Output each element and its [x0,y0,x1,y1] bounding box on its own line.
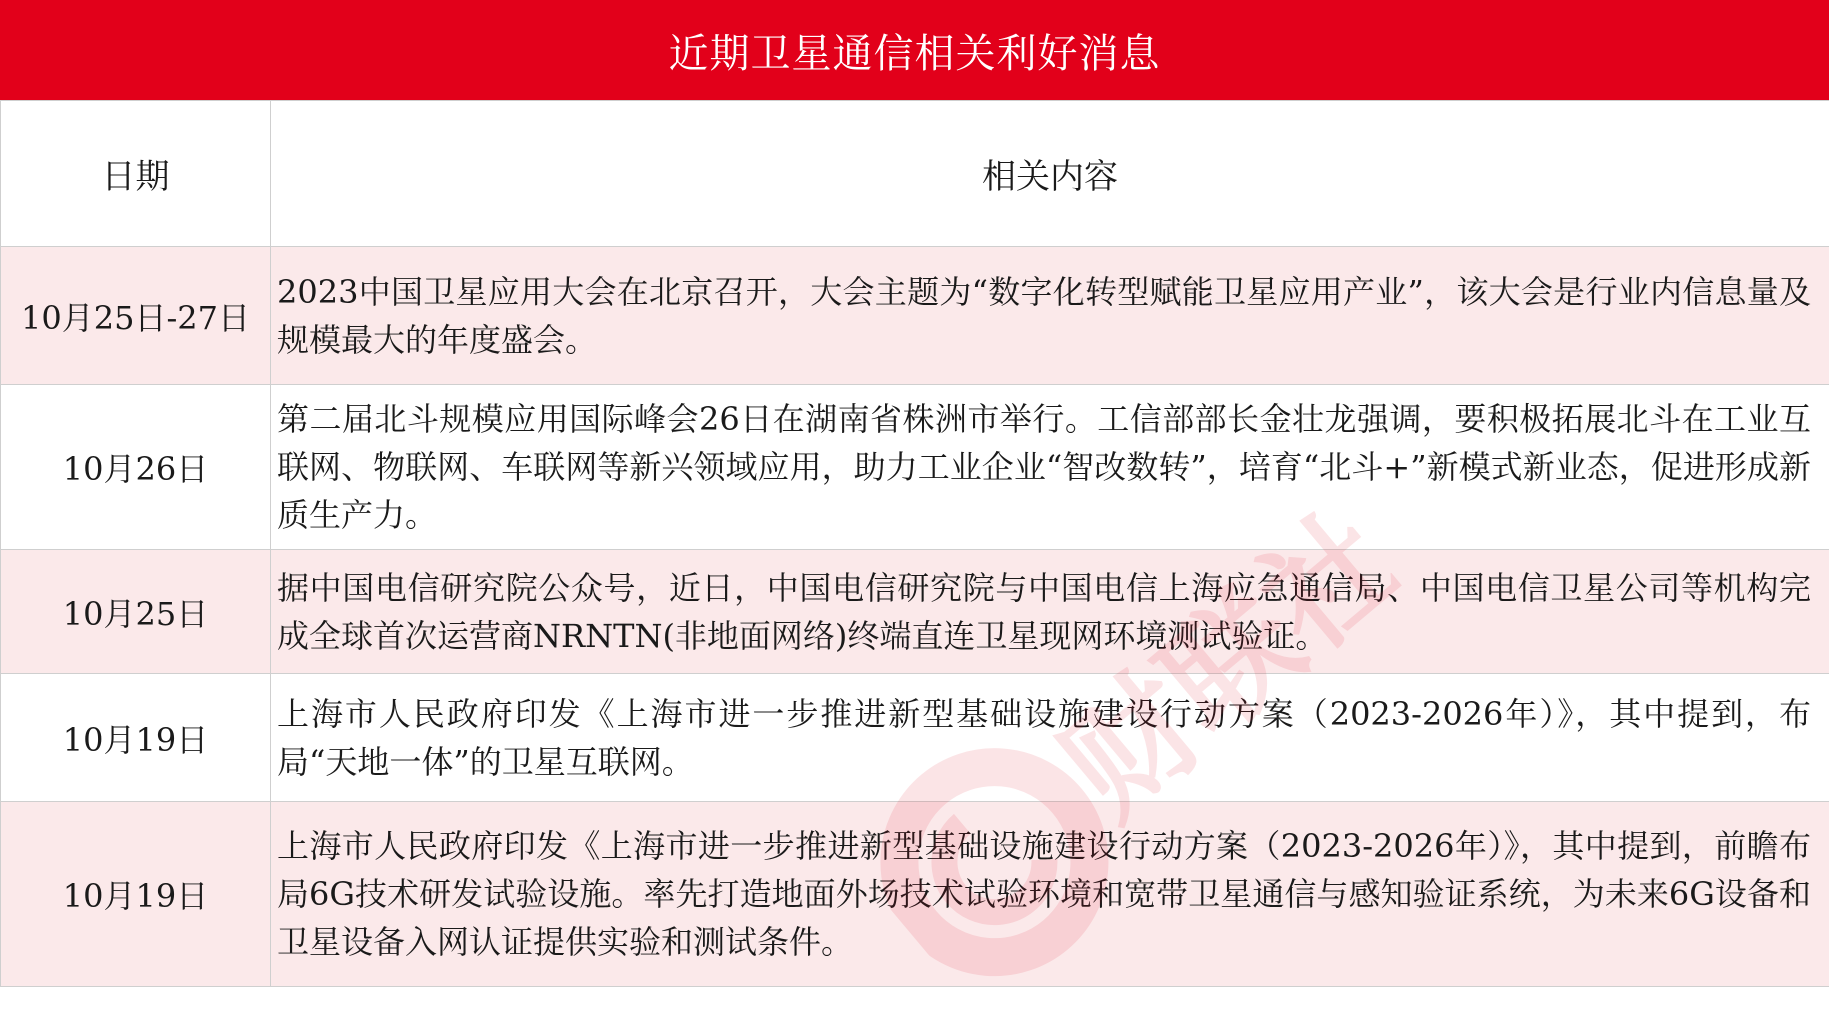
row-date: 10月19日 [1,802,271,987]
row-date: 10月25日 [1,550,271,674]
row-content: 上海市人民政府印发《上海市进一步推进新型基础设施建设行动方案（2023-2026年）》，其中提到，布局“天地一体”的卫星互联网。 [271,674,1829,802]
table-row [1,247,1829,385]
table-row [1,674,1829,802]
row-date: 10月25日-27日 [1,247,271,385]
row-content: 2023中国卫星应用大会在北京召开，大会主题为“数字化转型赋能卫星应用产业”，该大会是行业内信息量及规模最大的年度盛会。 [271,247,1829,385]
row-date: 10月26日 [1,385,271,550]
row-content: 上海市人民政府印发《上海市进一步推进新型基础设施建设行动方案（2023-2026年）》，其中提到，前瞻布局6G技术研发试验设施。率先打造地面外场技术试验环境和宽带卫星通信与感知验证系统，为未来6G设备和卫星设备入网认证提供实验和测试条件。 [271,802,1829,987]
table-row [1,802,1829,987]
row-content: 第二届北斗规模应用国际峰会26日在湖南省株洲市举行。工信部部长金壮龙强调，要积极拓展北斗在工业互联网、物联网、车联网等新兴领域应用，助力工业企业“智改数转”，培育“北斗+”新模式新业态，促进形成新质生产力。 [271,385,1829,550]
table-row [1,385,1829,550]
row-content: 据中国电信研究院公众号，近日，中国电信研究院与中国电信上海应急通信局、中国电信卫星公司等机构完成全球首次运营商NRNTN(非地面网络)终端直连卫星现网环境测试验证。 [271,550,1829,674]
table-row [1,550,1829,674]
news-table [0,100,1829,987]
row-date: 10月19日 [1,674,271,802]
table-header-row [1,101,1829,247]
header-date: 日期 [1,101,271,247]
header-content: 相关内容 [271,101,1829,247]
table-title: 近期卫星通信相关利好消息 [0,0,1829,100]
